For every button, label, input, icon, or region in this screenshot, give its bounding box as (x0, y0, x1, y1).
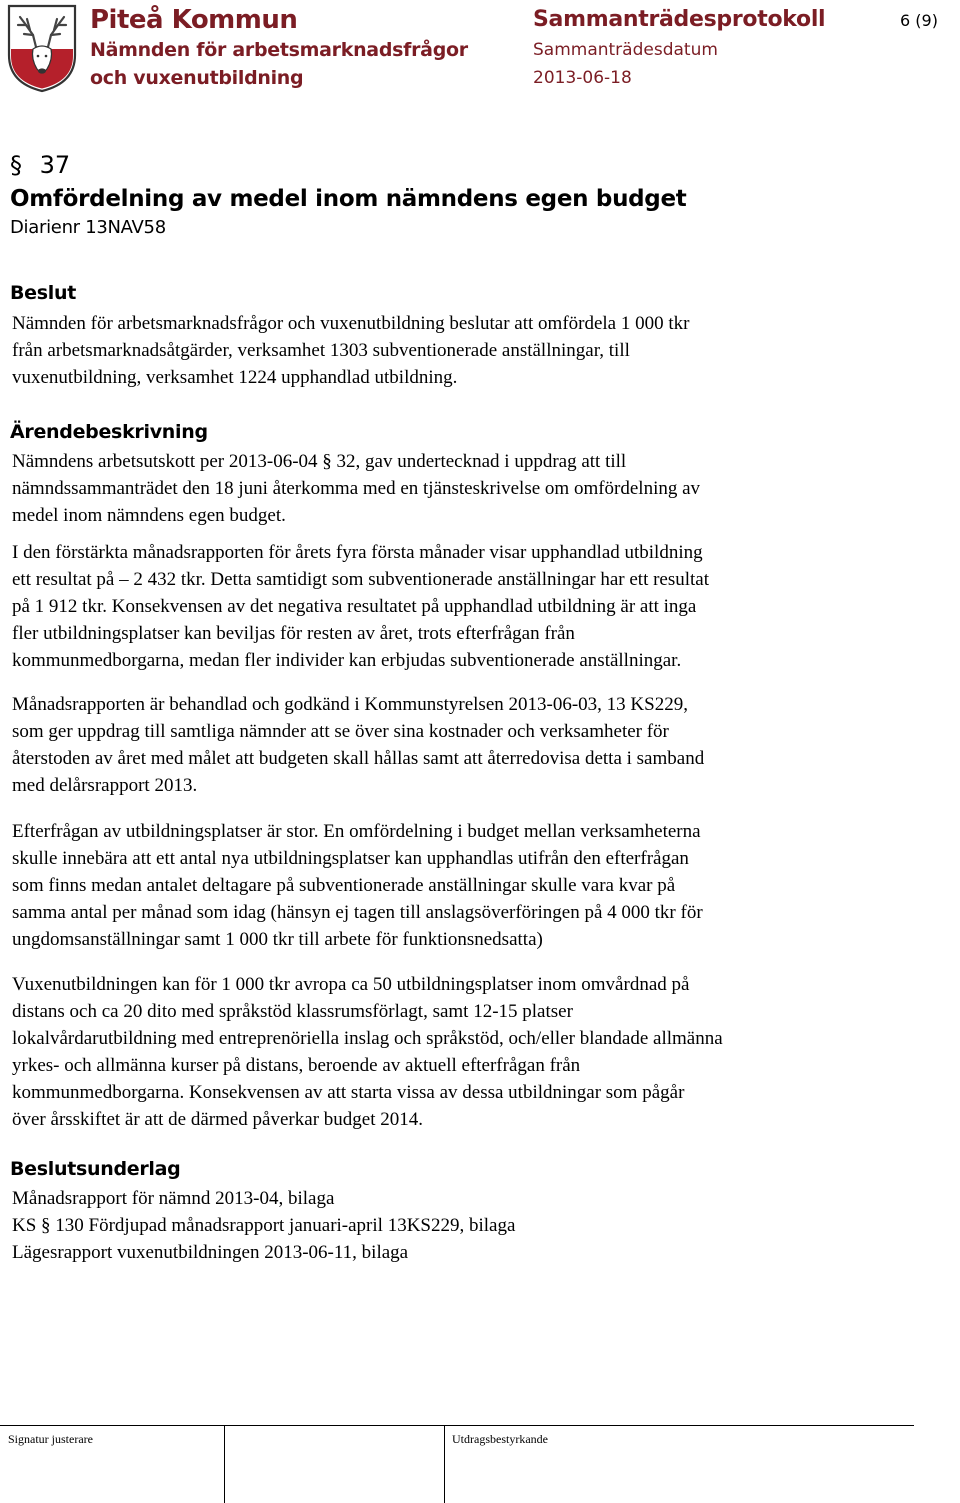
case-paragraph-4 (12, 818, 912, 953)
meeting-date: 2013-06-18 (533, 68, 632, 88)
list-item: KS § 130 Fördjupad månadsrapport januari-april 13KS229, bilaga (12, 1215, 516, 1236)
meeting-date-label: Sammanträdesdatum (533, 40, 718, 60)
text-line: medel inom nämndens egen budget. (12, 505, 286, 526)
case-paragraph-5 (12, 971, 912, 1133)
text-line: Nämndens arbetsutskott per 2013-06-04 § 32, gav undertecknad i uppdrag att till (12, 451, 627, 472)
extract-certification-label: Utdragsbestyrkande (452, 1432, 548, 1446)
decision-heading: Beslut (10, 282, 76, 304)
organization-name: Piteå Kommun (90, 5, 298, 35)
text-line: ungdomsanställningar samt 1 000 tkr till arbete för funktionsnedsatta) (12, 929, 543, 950)
text-line: över årsskiftet är att de därmed påverkar budget 2014. (12, 1109, 423, 1130)
text-line: ett resultat på – 2 432 tkr. Detta samtidigt som subventionerade anställningar har ett resultat (12, 569, 710, 590)
case-number: Diarienr 13NAV58 (10, 217, 166, 238)
organization-header (90, 4, 510, 92)
text-line: I den förstärkta månadsrapporten för årets fyra första månader visar upphandlad utbildning (12, 542, 703, 563)
committee-name-line2: och vuxenutbildning (90, 67, 304, 89)
text-line: Månadsrapporten är behandlad och godkänd i Kommunstyrelsen 2013-06-03, 13 KS229, (12, 694, 688, 715)
decision-basis-list (12, 1185, 912, 1266)
text-line: från arbetsmarknadsåtgärder, verksamhet 1303 subventionerade anställningar, till (12, 340, 630, 361)
text-line: vuxenutbildning, verksamhet 1224 upphandlad utbildning. (12, 367, 458, 388)
footer-divider (0, 1425, 914, 1426)
text-line: samma antal per månad som idag (hänsyn ej tagen till anslagsöverföringen på 4 000 tkr för (12, 902, 703, 923)
document-type: Sammanträdesprotokoll (533, 7, 826, 32)
text-line: med delårsrapport 2013. (12, 775, 198, 796)
reindeer-coat-of-arms-icon (6, 3, 78, 93)
text-line: yrkes- och allmänna kurser på distans, beroende av aktuell efterfrågan från (12, 1055, 581, 1076)
decision-paragraph (12, 310, 912, 391)
section-paragraph-number: 37 (39, 151, 71, 179)
text-line: lokalvårdarutbildning med entreprenöriella inslag och språkstöd, och/eller blandade allmänna (12, 1028, 723, 1049)
text-line: som finns medan antalet deltagare på subventionerade anställningar skulle vara kvar på (12, 875, 676, 896)
case-description-heading: Ärendebeskrivning (10, 421, 208, 443)
text-line: Efterfrågan av utbildningsplatser är stor. En omfördelning i budget mellan verksamheterna (12, 821, 701, 842)
case-paragraph-1 (12, 448, 912, 529)
case-paragraph-3 (12, 691, 912, 799)
text-line: som ger uppdrag till samtliga nämnder att se över sina kostnader och verksamheter för (12, 721, 669, 742)
section-symbol: § (10, 151, 22, 179)
case-paragraph-2 (12, 539, 912, 674)
text-line: nämndssammanträdet den 18 juni återkomma med en tjänsteskrivelse om omfördelning av (12, 478, 701, 499)
text-line: kommunmedborgarna. Konsekvensen av att starta vissa av dessa utbildningar som pågår (12, 1082, 685, 1103)
footer-column-divider (224, 1425, 225, 1503)
document-header (533, 4, 863, 92)
text-line: Vuxenutbildningen kan för 1 000 tkr avropa ca 50 utbildningsplatser inom omvårdnad på (12, 974, 690, 995)
page-number: 6 (9) (900, 11, 938, 30)
list-item: Månadsrapport för nämnd 2013-04, bilaga (12, 1188, 335, 1209)
text-line: distans och ca 20 dito med språkstöd klassrumsförlagt, samt 12-15 platser (12, 1001, 573, 1022)
text-line: kommunmedborgarna, medan fler individer kan erbjudas subventionerade anställningar. (12, 650, 682, 671)
text-line: fler utbildningsplatser kan beviljas för resten av året, trots efterfrågan från (12, 623, 575, 644)
section-number (10, 150, 70, 180)
text-line: skulle innebära att ett antal nya utbildningsplatser kan upphandlas utifrån den efterfrågan (12, 848, 689, 869)
text-line: Nämnden för arbetsmarknadsfrågor och vuxenutbildning beslutar att omfördela 1 000 tkr (12, 313, 690, 334)
signature-label: Signatur justerare (8, 1432, 93, 1446)
list-item: Lägesrapport vuxenutbildningen 2013-06-11, bilaga (12, 1242, 409, 1263)
text-line: återstoden av året med målet att budgeten skall hållas samt att återredovisa detta i samband (12, 748, 705, 769)
decision-basis-heading: Beslutsunderlag (10, 1158, 181, 1180)
section-title: Omfördelning av medel inom nämndens egen budget (10, 186, 687, 212)
text-line: på 1 912 tkr. Konsekvensen av det negativa resultatet på upphandlad utbildning är att inga (12, 596, 697, 617)
committee-name-line1: Nämnden för arbetsmarknadsfrågor (90, 39, 468, 61)
footer-column-divider (444, 1425, 445, 1503)
